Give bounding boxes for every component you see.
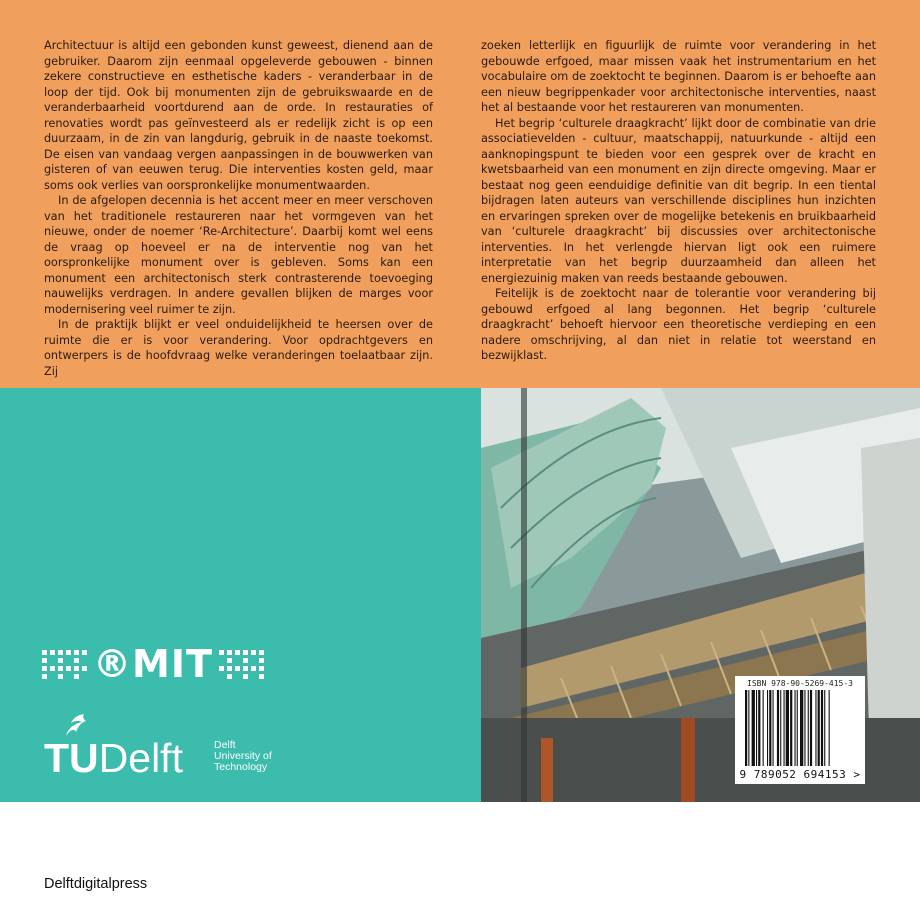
barcode-bar xyxy=(804,690,805,766)
barcode-bar xyxy=(780,690,781,766)
paragraph: Het begrip ‘culturele draagkracht’ lijkt door de combinatie van drie associatievelden - cultuur, maatschappij, natuurkunde - altijd een aanknopingspunt te bieden voor een gesprek over de kracht en kwetsbaarheid van een monument en zijn directe omgeving. Maar er bestaat nog geen eenduidige definitie van dit begrip. In een tiental bijdragen laten auteurs van verschillende disciplines hun inzichten en ervaringen spreken over de mogelijke betekenis en bruikbaarheid van ‘culturele draagkracht’ bij discussies over architectonische interventies. In het verlengde hiervan ligt ook een ruimere interpretatie van het begrip duurzaamheid dan alleen het energiezuinig maken van reeds bestaande gebouwen. xyxy=(481,116,876,285)
text-panel xyxy=(0,0,920,388)
barcode-bar xyxy=(815,690,816,766)
paragraph: zoeken letterlijk en figuurlijk de ruimte voor verandering in het gebouwde erfgoed, maar missen vaak het instrumentarium en het vocabulaire om de zoektocht te beginnen. Daarom is er behoefte aan een nieuw begrippenkader voor architectonische interventies, naast het al bestaande voor het restaureren van monumenten. xyxy=(481,39,876,114)
rmit-wordmark: ®MIT xyxy=(93,642,213,686)
barcode-bar xyxy=(767,690,768,766)
barcode-bar xyxy=(797,690,798,766)
barcode-bar xyxy=(769,690,771,766)
barcode-bar xyxy=(829,690,830,766)
rmit-dot-pattern-left xyxy=(42,650,87,679)
barcode-bar xyxy=(777,690,779,766)
barcode-bar xyxy=(786,690,789,766)
barcode-bar xyxy=(818,690,820,766)
paragraph: Feitelijk is de zoektocht naar de tolerantie voor verandering bij gebouwd erfgoed al lang begonnen. Het begrip ‘culturele draagkracht’ behoeft hiervoor een theoretische verdieping en een nadere omschrijving, al dan niet in relatie tot weerstand en bezwijklast. xyxy=(481,287,876,362)
isbn-label: ISBN 978-90-5269-415-3 xyxy=(747,679,853,688)
left-text-column xyxy=(44,38,433,379)
barcode xyxy=(735,676,865,784)
paragraph: Architectuur is altijd een gebonden kunst geweest, dienend aan de gebruiker. Daarom zijn eenmaal opgeleverde gebouwen - binnen zekere constructieve en esthetische kaders - veranderbaar in de loop der tijd. Ook bij monumenten zijn de gebruikswaarde en de veranderbaarheid voortdurend aan de orde. In restauraties of renovaties wordt pas geïnvesteerd als er redelijk zicht is op een duurzaam, in de zin van langdurig, gebruik in de naaste toekomst. De eisen van vandaag vergen aanpassingen in de bouwwerken van gisteren of van eeuwen terug. Die interventies kosten geld, maar soms ook verlies van oorspronkelijke monumentwaarden. xyxy=(44,39,433,192)
barcode-bar xyxy=(748,690,749,766)
barcode-bar xyxy=(752,690,755,766)
barcode-number: 9 789052 694153 > xyxy=(739,768,861,781)
paragraph: In de praktijk blijkt er veel onduidelijkheid te heersen over de ruimte die er is voor verandering. Voor opdrachtgevers en ontwerpers is de hoofdvraag welke veranderingen toelaatbaar zijn. Zij xyxy=(44,318,433,378)
barcode-bar xyxy=(810,690,812,766)
barcode-bar xyxy=(763,690,764,766)
barcode-bar xyxy=(800,690,803,766)
tudelft-wordmark: TUDelft xyxy=(44,735,183,781)
barcode-bar xyxy=(824,690,825,766)
barcode-bar xyxy=(821,690,823,766)
tudelft-subtitle: Delft University of Technology xyxy=(214,739,272,773)
barcode-bar xyxy=(795,690,796,766)
barcode-bar xyxy=(808,690,809,766)
rmit-dot-pattern-right xyxy=(219,650,264,679)
barcode-bar xyxy=(773,690,774,766)
publisher-name: Delftdigitalpress xyxy=(44,876,148,892)
barcode-bar xyxy=(790,690,792,766)
barcode-bars xyxy=(745,690,855,768)
rmit-logo xyxy=(42,644,264,684)
paragraph: In de afgelopen decennia is het accent meer en meer verschoven van het traditionele restaureren naar het vormgeven van het nieuwe, onder de noemer ‘Re-Architecture’. Daarbij komt wel eens de vraag op hoeveel er na de interventie nog van het oorspronkelijke monument over is gebleven. Soms kan een monument een architectonisch sterk contrasterende toevoeging nauwelijks verdragen. In andere gevallen blijken de marges voor modernisering veel ruimer te zijn. xyxy=(44,194,433,316)
barcode-bar xyxy=(756,690,757,766)
barcode-bar xyxy=(758,690,760,766)
barcode-bar xyxy=(745,690,747,766)
right-text-column xyxy=(481,38,876,364)
barcode-bar xyxy=(784,690,785,766)
